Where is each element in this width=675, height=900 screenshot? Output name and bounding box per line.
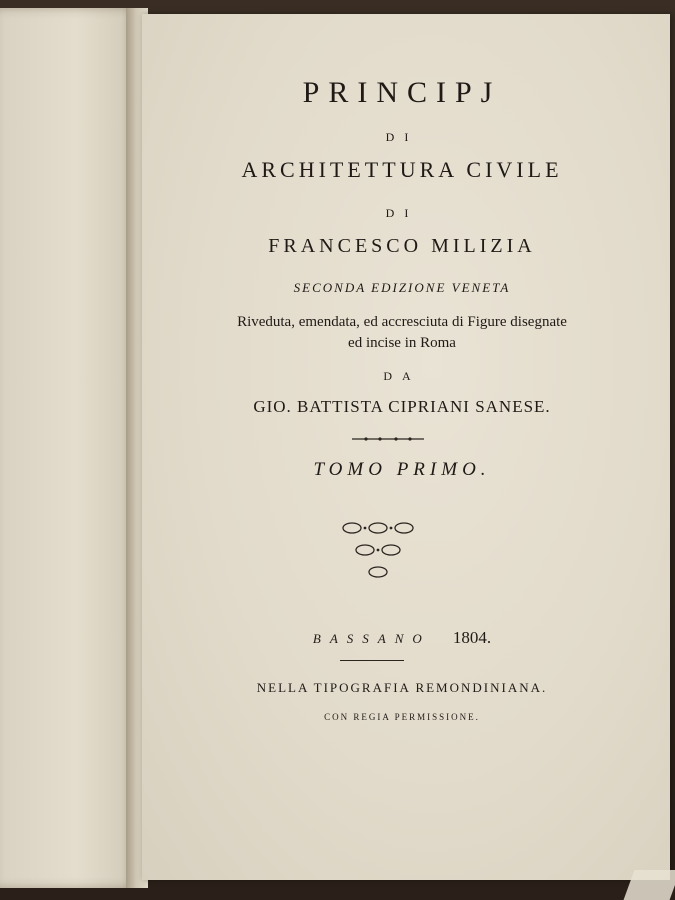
author-name: FRANCESCO MILIZIA — [268, 235, 536, 257]
imprint-rule — [340, 660, 404, 661]
connector-di-1: DI — [385, 130, 419, 144]
permission-note: CON REGIA PERMISSIONE. — [324, 712, 480, 722]
edition-statement: SECONDA EDIZIONE VENETA — [293, 280, 511, 295]
illustrator-name: GIO. BATTISTA CIPRIANI SANESE. — [253, 397, 551, 416]
imprint-line — [142, 628, 662, 648]
fleuron-ornament — [338, 520, 418, 582]
imprint-year: 1804. — [452, 628, 492, 647]
revision-note-line-2: ed incise in Roma — [348, 335, 456, 351]
connector-da: DA — [383, 369, 421, 383]
connector-di-2: DI — [385, 206, 419, 220]
book-title: PRINCIPJ — [302, 76, 502, 109]
imprint-place: BASSANO — [312, 631, 431, 646]
ornamental-rule — [352, 436, 424, 442]
revision-note-line-1: Riveduta, emendata, ed accresciuta di Figure disegnate — [237, 314, 567, 330]
left-page — [0, 8, 138, 888]
printer-name: NELLA TIPOGRAFIA REMONDINIANA. — [256, 680, 548, 695]
book-subject: ARCHITETTURA CIVILE — [241, 157, 563, 182]
volume-label: TOMO PRIMO. — [313, 459, 491, 480]
